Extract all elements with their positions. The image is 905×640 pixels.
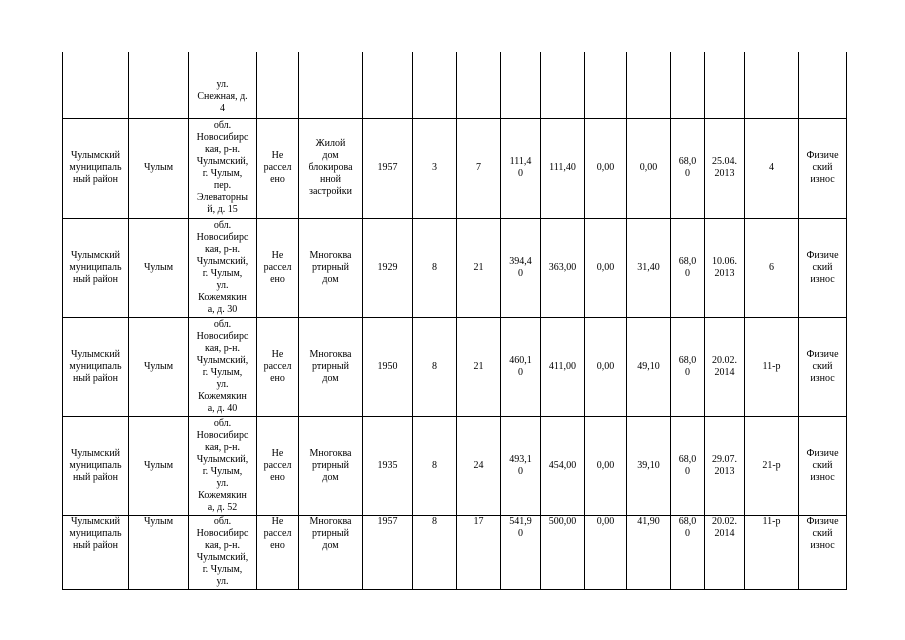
address-cell: обл. Новосибирс кая, р-н. Чулымский, г. Чулым, ул. Кожемякин а, д. 30 [189,218,257,317]
address-cell: обл. Новосибирс кая, р-н. Чулымский, г. Чулым, пер. Элеваторны й, д. 15 [189,118,257,218]
residents-cell: 21 [457,317,501,416]
building-type-cell [299,52,363,118]
wear-percent-cell: 68,0 0 [671,317,705,416]
wear-percent-cell: 68,0 0 [671,218,705,317]
address-cell: ул. Снежная, д. 4 [189,52,257,118]
area-cell-c: 49,10 [627,317,671,416]
residents-cell: 24 [457,416,501,515]
reason-cell [799,52,847,118]
table-row [63,118,847,218]
year-cell [363,52,413,118]
locality-cell: Чулым [129,317,189,416]
resettlement-status-cell: Не рассел ено [257,317,299,416]
total-area-cell: 541,9 0 [501,515,541,589]
reason-cell: Физиче ский износ [799,515,847,589]
decision-date-cell: 20.02. 2014 [705,317,745,416]
area-cell-c [627,52,671,118]
total-area-cell [501,52,541,118]
table-row [63,218,847,317]
floors-cell [413,52,457,118]
decision-number-cell [745,52,799,118]
building-type-cell: Многоква ртирный дом [299,218,363,317]
resettlement-status-cell: Не рассел ено [257,416,299,515]
resettlement-status-cell: Не рассел ено [257,515,299,589]
area-cell-a: 500,00 [541,515,585,589]
residents-cell: 21 [457,218,501,317]
decision-date-cell: 10.06. 2013 [705,218,745,317]
address-cell: обл. Новосибирс кая, р-н. Чулымский, г. Чулым, ул. Кожемякин а, д. 40 [189,317,257,416]
table-row [63,416,847,515]
decision-date-cell: 25.04. 2013 [705,118,745,218]
area-cell-b: 0,00 [585,218,627,317]
building-type-cell: Многоква ртирный дом [299,317,363,416]
year-cell: 1957 [363,118,413,218]
area-cell-c: 39,10 [627,416,671,515]
district-cell: Чулымский муниципаль ный район [63,416,129,515]
area-cell-c: 41,90 [627,515,671,589]
area-cell-b: 0,00 [585,515,627,589]
floors-cell: 8 [413,416,457,515]
table-row [63,317,847,416]
district-cell: Чулымский муниципаль ный район [63,317,129,416]
decision-number-cell: 11-р [745,317,799,416]
total-area-cell: 460,1 0 [501,317,541,416]
locality-cell [129,52,189,118]
reason-cell: Физиче ский износ [799,416,847,515]
decision-number-cell: 6 [745,218,799,317]
year-cell: 1957 [363,515,413,589]
building-type-cell: Многоква ртирный дом [299,515,363,589]
address-cell: обл. Новосибирс кая, р-н. Чулымский, г. Чулым, ул. [189,515,257,589]
district-cell: Чулымский муниципаль ный район [63,218,129,317]
area-cell-a [541,52,585,118]
reason-cell: Физиче ский износ [799,118,847,218]
wear-percent-cell: 68,0 0 [671,416,705,515]
year-cell: 1935 [363,416,413,515]
floors-cell: 8 [413,515,457,589]
table-body [63,52,847,589]
housing-table [62,52,847,590]
decision-number-cell: 21-р [745,416,799,515]
area-cell-b: 0,00 [585,118,627,218]
floors-cell: 8 [413,218,457,317]
reason-cell: Физиче ский износ [799,317,847,416]
area-cell-a: 111,40 [541,118,585,218]
table-row [63,52,847,118]
resettlement-status-cell [257,52,299,118]
area-cell-a: 454,00 [541,416,585,515]
locality-cell: Чулым [129,218,189,317]
area-cell-b [585,52,627,118]
wear-percent-cell: 68,0 0 [671,118,705,218]
address-cell: обл. Новосибирс кая, р-н. Чулымский, г. Чулым, ул. Кожемякин а, д. 52 [189,416,257,515]
locality-cell: Чулым [129,515,189,589]
decision-number-cell: 11-р [745,515,799,589]
year-cell: 1929 [363,218,413,317]
wear-percent-cell [671,52,705,118]
district-cell [63,52,129,118]
district-cell: Чулымский муниципаль ный район [63,515,129,589]
area-cell-a: 363,00 [541,218,585,317]
total-area-cell: 493,1 0 [501,416,541,515]
total-area-cell: 394,4 0 [501,218,541,317]
residents-cell: 7 [457,118,501,218]
total-area-cell: 111,4 0 [501,118,541,218]
year-cell: 1950 [363,317,413,416]
residents-cell [457,52,501,118]
building-type-cell: Жилой дом блокирова нной застройки [299,118,363,218]
decision-number-cell: 4 [745,118,799,218]
building-type-cell: Многоква ртирный дом [299,416,363,515]
residents-cell: 17 [457,515,501,589]
district-cell: Чулымский муниципаль ный район [63,118,129,218]
resettlement-status-cell: Не рассел ено [257,118,299,218]
decision-date-cell: 20.02. 2014 [705,515,745,589]
table-row [63,515,847,589]
area-cell-b: 0,00 [585,416,627,515]
area-cell-c: 0,00 [627,118,671,218]
area-cell-c: 31,40 [627,218,671,317]
wear-percent-cell: 68,0 0 [671,515,705,589]
area-cell-b: 0,00 [585,317,627,416]
floors-cell: 3 [413,118,457,218]
area-cell-a: 411,00 [541,317,585,416]
reason-cell: Физиче ский износ [799,218,847,317]
decision-date-cell: 29.07. 2013 [705,416,745,515]
locality-cell: Чулым [129,416,189,515]
resettlement-status-cell: Не рассел ено [257,218,299,317]
floors-cell: 8 [413,317,457,416]
decision-date-cell [705,52,745,118]
locality-cell: Чулым [129,118,189,218]
